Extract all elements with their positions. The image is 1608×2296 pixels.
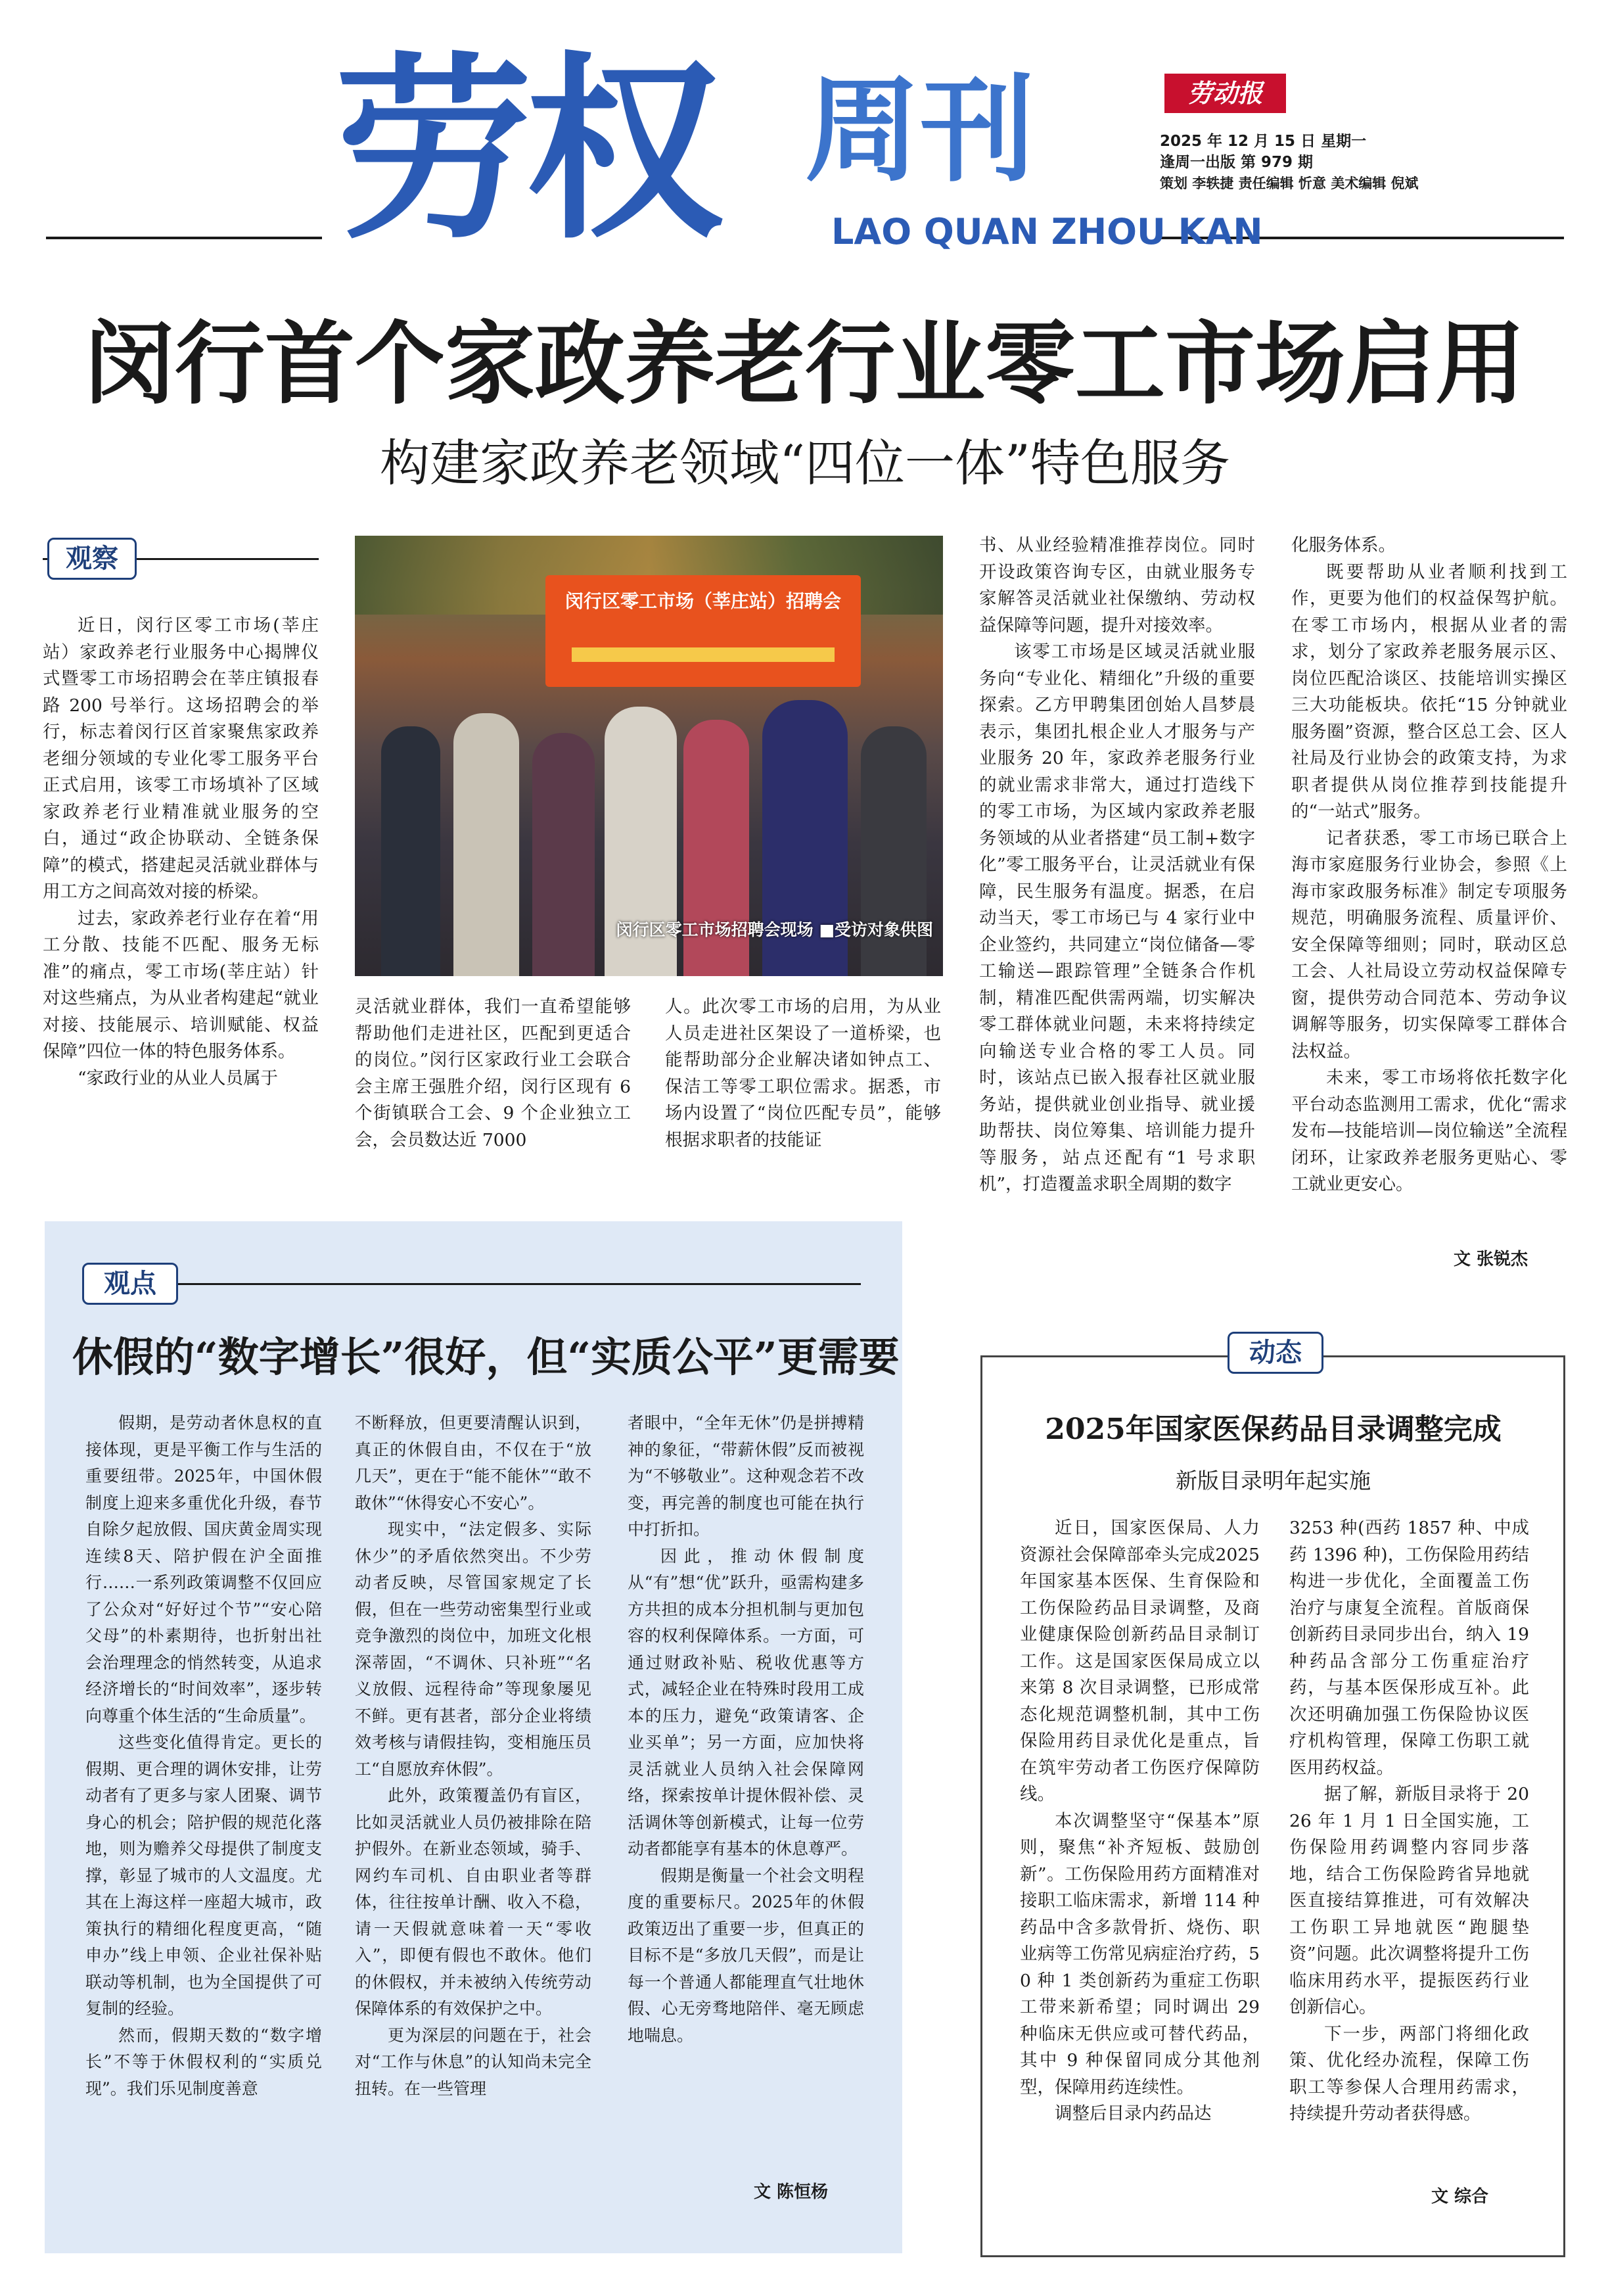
dynamic-column-1: [1020, 1515, 1260, 2212]
section-tag-news: 动态: [1228, 1332, 1323, 1374]
opinion-paragraph: 因此，推动休假制度从“有”想“优”跃升，亟需构建多方共担的成本分担机制与更加包容的权利保障体系。一方面，可通过财政补贴、税收优惠等方式，减轻企业在特殊时段用工成本的压力，避免“政策请客、企业买单”；另一方面，应加快将灵活就业人员纳入社会保障网络，探索按单计提休假补偿、灵活调休等创新模式，让每一位劳动者都能享有基本的休息尊严。: [628, 1546, 864, 1858]
opinion-paragraph: 不断释放，但更要清醒认识到，真正的休假自由，不仅在于“放几天”，更在于“能不能休”“敢不敢休”“休得安心不安心”。: [355, 1413, 591, 1512]
opinion-paragraph: 假期是衡量一个社会文明程度的重要标尺。2025年的休假政策迈出了重要一步，但真正的目标不是“多放几天假”，而是让每一个普通人都能理直气壮地休假、心无旁骛地陪伴、毫无顾虑地喘息。: [628, 1865, 864, 2045]
opinion-byline: 文 陈恒杨: [753, 2182, 828, 2202]
dynamic-paragraph: 据了解，新版目录将于 2026 年 1 月 1 日全国实施，工伤保险用药调整内容同步落地，结合工伤保险跨省异地就医直接结算推进，可有效解决工伤职工异地就医“跑腿垫资”问题。此次调整将提升工伤临床用药水平，提振医药行业创新信心。: [1289, 1784, 1529, 2017]
issue-date: 2025 年 12 月 15 日 星期一: [1160, 133, 1367, 150]
opinion-headline: 休假的“数字增长”很好，但“实质公平”更需要: [72, 1333, 900, 1381]
newspaper-logo: 劳动报: [1164, 74, 1286, 113]
masthead-title-zhoukan: 周刊: [805, 64, 1035, 198]
opinion-paragraph: 假期，是劳动者休息权的直接体现，更是平衡工作与生活的重要纽带。2025年，中国休假制度上迎来多重优化升级，春节自除夕起放假、国庆黄金周实现连续8天、陪护假在沪全面推行……一系列政策调整不仅回应了公众对“好好过个节”“安心陪父母”的朴素期待，也折射出社会治理理念的悄然转变，从追求经济增长的“时间效率”，逐步转向尊重个体生活的“生命质量”。: [85, 1413, 322, 1725]
photo-banner: [545, 575, 861, 687]
masthead-rule-left: [46, 237, 322, 239]
lead-column-1: [43, 613, 319, 1165]
opinion-paragraph: 然而，假期天数的“数字增长”不等于休假权利的“实质兑现”。我们乐见制度善意: [85, 2025, 322, 2098]
lead-paragraph: “家政行业的从业人员属于: [78, 1067, 279, 1089]
lead-paragraph: 记者获悉，零工市场已联合上海市家庭服务行业协会，参照《上海市家政服务标准》制定专项服务规范，明确服务流程、质量评价、安全保障等细则；同时，联动区总工会、人社局设立劳动权益保障专窗，提供劳动合同范本、劳动争议调解等服务，切实保障零工群体合法权益。: [1291, 828, 1567, 1062]
lead-photo: [355, 536, 943, 976]
opinion-column-1: [85, 1410, 322, 2232]
photo-banner-strip: [572, 647, 835, 662]
lead-column-2: [355, 994, 631, 1161]
dynamic-paragraph: 本次调整坚守“保基本”原则，聚焦“补齐短板、鼓励创新”。工伤保险用药方面精准对接职工临床需求，新增 114 种药品中含多款骨折、烧伤、职业病等工伤常见病症治疗药，50 种 1 类创新药为重症工伤职工带来新希望；同时调出 29 种临床无供应或可替代药品，其中 9 种保留同成分其他剂型，保障用药连续性。: [1020, 1810, 1260, 2097]
lead-paragraph: 该零工市场是区域灵活就业服务向“专业化、精细化”升级的重要探索。乙方甲聘集团创始人昌梦晨表示，集团扎根企业人才服务与产业服务 20 年，家政养老服务行业的就业需求非常大，通过打造线下的零工市场，为区域内家政养老服务领域的从业者搭建“员工制+数字化”零工服务平台，让灵活就业有保障，民生服务有温度。据悉，在启动当天，零工市场已与 4 家行业中企业签约，共同建立“岗位储备—零工输送—跟踪管理”全链条合作机制，精准匹配供需两端，切实解决零工群体就业问题，未来将持续定向输送专业合格的零工人员。同时，该站点已嵌入报春社区就业服务站，提供就业创业指导、就业援助帮扶、岗位筹集、培训能力提升等服务，站点还配有“1 号求职机”，打造覆盖求职全周期的数字: [979, 642, 1255, 1194]
opinion-paragraph: 此外，政策覆盖仍有盲区，比如灵活就业人员仍被排除在陪护假外。在新业态领域，骑手、网约车司机、自由职业者等群体，往往按单计酬、收入不稳，请一天假就意味着一天“零收入”，即便有假也不敢休。他们的休假权，并未被纳入传统劳动保障体系的有效保护之中。: [355, 1786, 591, 2018]
lead-paragraph: 书、从业经验精准推荐岗位。同时开设政策咨询专区，由就业服务专家解答灵活就业社保缴纳、劳动权益保障等问题，提升对接效率。: [979, 535, 1255, 636]
lead-column-4: [979, 532, 1255, 1282]
dynamic-paragraph: 3253 种(西药 1857 种、中成药 1396 种)，工伤保险用药结构进一步优化，全面覆盖工伤治疗与康复全流程。首版商保创新药目录同步出台，纳入 19 种药品含部分工伤重症治疗药，与基本医保形成互补。此次还明确加强工伤保险协议医疗机构管理，保障工伤职工就医用药权益。: [1289, 1518, 1529, 1778]
issue-credits: 策划 李轶捷 责任编辑 忻意 美术编辑 倪斌: [1160, 176, 1419, 191]
dynamic-subheadline: 新版目录明年起实施: [1176, 1468, 1371, 1493]
opinion-column-2: [355, 1410, 591, 2232]
dynamic-column-2: [1289, 1515, 1529, 2212]
dynamic-paragraph: 调整后目录内药品达: [1055, 2103, 1212, 2124]
lead-column-3: [665, 994, 941, 1161]
dynamic-byline: 文 综合: [1354, 2184, 1488, 2210]
photo-caption: 闵行区零工市场招聘会现场 ■受访对象供图: [616, 920, 933, 939]
section-tag-viewpoint: 观点: [82, 1263, 178, 1305]
dynamic-paragraph: 下一步，两部门将细化政策、优化经办流程，保障工伤职工等参保人合理用药需求，持续提升劳动者获得感。: [1289, 2023, 1529, 2124]
lead-paragraph: 过去，家政养老行业存在着“用工分散、技能不匹配、服务无标准”的痛点，零工市场(莘庄站）针对这些痛点，为从业者构建起“就业对接、技能展示、培训赋能、权益保障”四位一体的特色服务体系。: [43, 908, 319, 1062]
dynamic-headline: 2025年国家医保药品目录调整完成: [1045, 1413, 1502, 1446]
lead-paragraph: 人。此次零工市场的启用，为从业人员走进社区架设了一道桥梁，也能帮助部分企业解决诸如钟点工、保洁工等零工职位需求。据悉，市场内设置了“岗位匹配专员”，能够根据求职者的技能证: [665, 996, 941, 1150]
photo-banner-text: 闵行区零工市场（莘庄站）招聘会: [564, 590, 841, 612]
lead-subheadline: 构建家政养老领域“四位一体”特色服务: [380, 434, 1230, 492]
lead-column-5: [1291, 532, 1567, 1275]
lead-paragraph: 化服务体系。: [1291, 535, 1396, 555]
opinion-tag-rule: [85, 1283, 861, 1285]
opinion-paragraph: 者眼中，“全年无休”仍是拼搏精神的象征，“带薪休假”反而被视为“不够敬业”。这种观念若不改变，再完善的制度也可能在执行中打折扣。: [628, 1413, 864, 1539]
lead-headline: 闵行首个家政养老行业零工市场启用: [84, 312, 1525, 417]
opinion-paragraph: 现实中，“法定假多、实际休少”的矛盾依然突出。不少劳动者反映，尽管国家规定了长假，但在一些劳动密集型行业或竞争激烈的岗位中，加班文化根深蒂固，“不调休、只补班”“名义放假、远程待命”等现象屡见不鲜。更有甚者，部分企业将绩效考核与请假挂钩，变相施压员工“自愿放弃休假”。: [355, 1520, 591, 1779]
masthead-pinyin: LAO QUAN ZHOU KAN: [831, 211, 1263, 252]
dynamic-paragraph: 近日，国家医保局、人力资源社会保障部牵头完成2025 年国家基本医保、生育保险和工伤保险药品目录调整，及商业健康保险创新药品目录制订工作。这是国家医保局成立以来第 8 次目录调整，已形成常态化规范调整机制，其中工伤保险用药目录优化是重点，旨在筑牢劳动者工伤医疗保障防线。: [1020, 1518, 1260, 1804]
lead-paragraph: 未来，零工市场将依托数字化平台动态监测用工需求，优化“需求发布—技能培训—岗位输送”全流程闭环，让家政养老服务更贴心、零工就业更安心。: [1291, 1067, 1567, 1194]
opinion-paragraph: 这些变化值得肯定。更长的假期、更合理的调休安排，让劳动者有了更多与家人团聚、调节身心的机会；陪护假的规范化落地，则为赡养父母提供了制度支撑，彰显了城市的人文温度。尤其在上海这样一座超大城市，政策执行的精细化程度更高，“随申办”线上申领、企业社保补贴联动等机制，也为全国提供了可复制的经验。: [85, 1733, 322, 2018]
section-tag-observe: 观察: [47, 538, 137, 580]
lead-paragraph: 灵活就业群体，我们一直希望能够帮助他们走进社区，匹配到更适合的岗位。”闵行区家政行业工会联合会主席王强胜介绍，闵行区现有 6 个街镇联合工会、9 个企业独立工会，会员数达近 7000: [355, 996, 631, 1150]
opinion-column-3: [628, 1410, 864, 2192]
lead-paragraph: 近日，闵行区零工市场(莘庄站）家政养老行业服务中心揭牌仪式暨零工市场招聘会在莘庄镇报春路 200 号举行。这场招聘会的举行，标志着闵行区首家聚焦家政养老细分领域的专业化零工服务平台正式启用，该零工市场填补了区域家政养老行业精准就业服务的空白，通过“政企协联动、全链条保障”的模式，搭建起灵活就业群体与用工方之间高效对接的桥梁。: [43, 615, 319, 902]
issue-number: 逢周一出版 第 979 期: [1160, 154, 1314, 171]
opinion-paragraph: 更为深层的问题在于，社会对“工作与休息”的认知尚未完全扭转。在一些管理: [355, 2025, 591, 2098]
lead-byline: 文 张锐杰: [1453, 1250, 1528, 1269]
masthead-title-laoquan: 劳权: [335, 36, 716, 266]
lead-paragraph: 既要帮助从业者顺利找到工作，更要为他们的权益保驾护航。在零工市场内，根据从业者的需求，划分了家政养老服务展示区、岗位匹配洽谈区、技能培训实操区三大功能板块。依托“15 分钟就业服务圈”资源，整合区总工会、区人社局及行业协会的政策支持，为求职者提供从岗位推荐到技能提升的“一站式”服务。: [1291, 561, 1567, 822]
